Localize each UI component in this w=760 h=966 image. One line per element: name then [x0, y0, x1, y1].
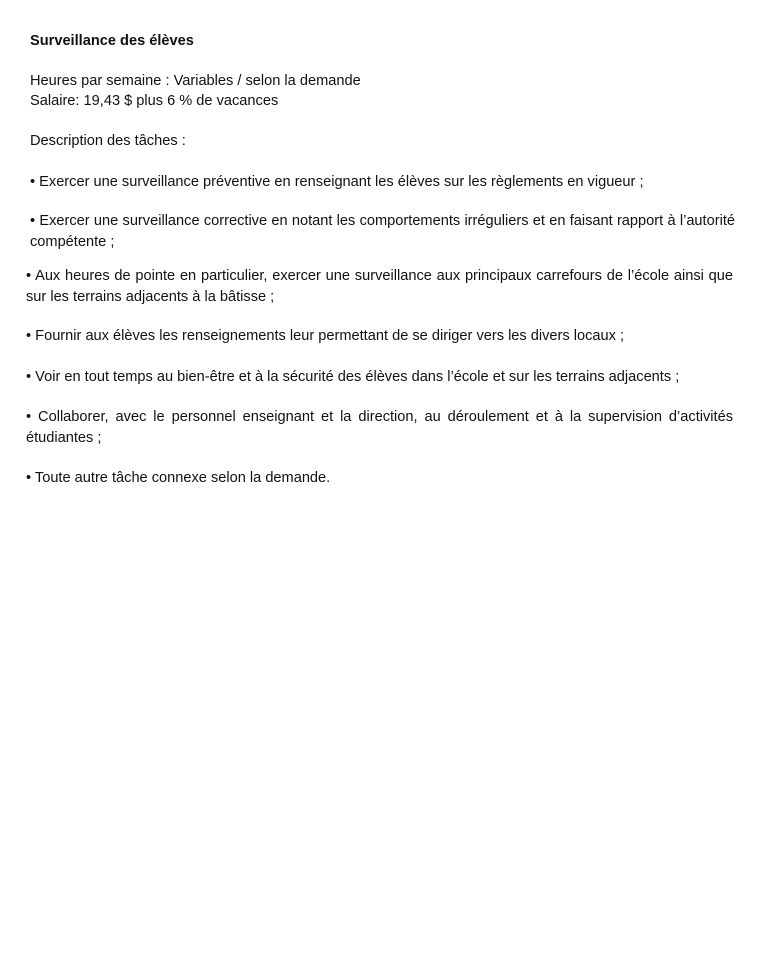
salary-line: Salaire: 19,43 $ plus 6 % de vacances — [30, 93, 279, 109]
task-item: • Fournir aux élèves les renseignements leur permettant de se diriger vers les divers locaux ; — [26, 328, 625, 344]
task-item: • Aux heures de pointe en particulier, exercer une surveillance aux principaux carrefours de l’école ainsi que sur les terrains adjacents à la bâtisse ; — [26, 268, 733, 305]
tasks-heading: Description des tâches : — [30, 133, 186, 149]
task-item: • Voir en tout temps au bien-être et à la sécurité des élèves dans l’école et sur les terrains adjacents ; — [26, 369, 680, 385]
hours-line: Heures par semaine : Variables / selon la demande — [30, 73, 361, 89]
task-item: • Exercer une surveillance préventive en renseignant les élèves sur les règlements en vigueur ; — [30, 174, 644, 190]
task-item: • Toute autre tâche connexe selon la demande. — [26, 470, 331, 486]
document-title: Surveillance des élèves — [30, 33, 194, 49]
task-item: • Collaborer, avec le personnel enseignant et la direction, au déroulement et à la supervision d’activités étudiantes ; — [26, 409, 733, 446]
task-item: • Exercer une surveillance corrective en notant les comportements irréguliers et en faisant rapport à l’autorité compétente ; — [30, 213, 735, 250]
